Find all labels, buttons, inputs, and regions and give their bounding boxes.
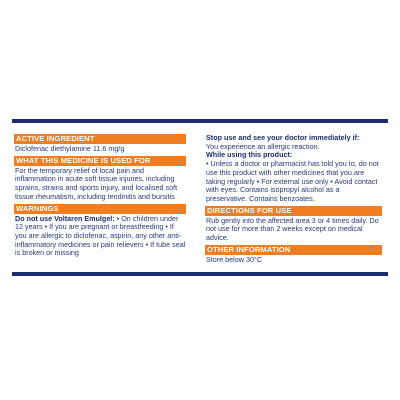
used-for-header: WHAT THIS MEDICINE IS USED FOR — [14, 156, 186, 166]
other-info-text: Store below 30°C — [206, 254, 263, 264]
left-column — [14, 134, 186, 260]
right-column — [205, 134, 382, 266]
while-using-text: • Unless a doctor or pharmacist has told you to, do not use this product with other medicines that you are taking regularly • For external use only • Avoid contact with eyes. Contains isopropyl alcohol as a preservative. Contains benzoates. — [206, 159, 379, 203]
active-ingredient-header: ACTIVE INGREDIENT — [14, 134, 186, 144]
other-info-header: OTHER INFORMATION — [205, 245, 382, 255]
warnings-body: • On children under 12 years • If you are pregnant or breastfeeding • If you are allergic to diclofenac, aspirin, any other anti-inflammatory medicines or pain relievers • If tube seal is broken or missing — [15, 213, 186, 258]
warnings-header: WARNINGS — [14, 204, 186, 214]
directions-text: Rub gently into the affected area 3 or 4 times daily. Do not use for more than 2 weeks except on medical advice. — [206, 215, 379, 243]
used-for-text: For the temporary relief of local pain and inflammation in acute soft tissue injuries, including sprains, strains and sports injury, and localised soft tissue rheumatism, including tendinitis and bursitis — [15, 165, 178, 201]
directions-header: DIRECTIONS FOR USE — [205, 206, 382, 216]
medicine-info-panel — [12, 119, 388, 276]
warnings-lead: Do not use Voltaren Emulgel: — [15, 213, 115, 223]
warnings-text — [15, 215, 186, 259]
stop-use-text: You experience an allergic reaction. — [206, 141, 320, 151]
while-using-title: While using this product: — [206, 150, 293, 160]
active-ingredient-text: Diclofenac diethylamine 11.6 mg/g — [15, 144, 125, 153]
stop-use-title: Stop use and see your doctor immediately if: — [206, 133, 360, 142]
